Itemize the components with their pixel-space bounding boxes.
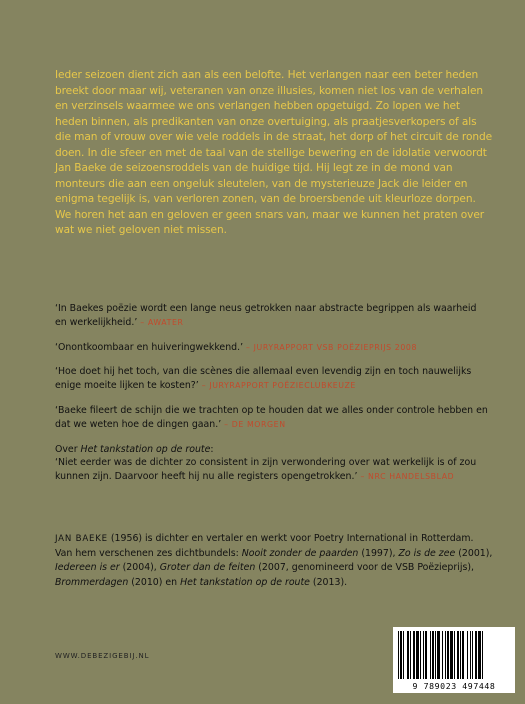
blurb-line: doen. In die sfeer en met de taal van de stellige bewering en de idolatie verwoordt [55, 146, 487, 159]
bio-text: (2004), [119, 562, 160, 574]
book-title: Brommerdagen [55, 576, 129, 588]
book-title: Het tankstation op de route [180, 576, 310, 588]
quote-text: ‘Hoe doet hij het toch, van die scènes die allemaal even levendig zijn en toch nauwelijks [55, 366, 472, 378]
bio-text: (2010) en [128, 576, 181, 588]
quote-jury-vsb [55, 341, 495, 355]
quote-jury-club [55, 365, 495, 393]
blurb-line: Ieder seizoen dient zich aan als een belofte. Het verlangen naar een beter heden [55, 69, 479, 81]
book-title: Iedereen is er [55, 562, 120, 574]
quote-de-morgen [55, 404, 495, 432]
bio-text: (2007, genomineerd voor de VSB Poëzieprijs), [255, 562, 474, 574]
blurb-line: Jan Baeke de seizoensroddels van de huidige tijd. Hij legt ze in de mond van [55, 162, 453, 174]
quote-text: ‘Onontkoombaar en huiveringwekkend.’ [55, 341, 244, 353]
book-title: Zo is de zee [398, 547, 456, 559]
author-bio [55, 532, 495, 590]
over-prefix: Over [55, 443, 81, 455]
blurb-line: wat we niet geloven niet missen. [55, 224, 227, 236]
quote-source: – AWATER [140, 317, 184, 327]
over-suffix: : [210, 443, 214, 455]
quote-text: en werkelijkheid.’ [55, 316, 138, 328]
bio-text: Van hem verschenen zes dichtbundels: [55, 547, 242, 559]
blurb-line: enigma tegelijk is, van verloren zonen, van de broersbende uit kleurloze dorpen. [55, 193, 476, 205]
author-name: JAN BAEKE [55, 534, 108, 544]
quote-source: – NRC HANDELSBLAD [360, 472, 455, 482]
blurb-line: monteurs die aan een ongeluk sleutelen, van de mysterieuze Jack die leider en [55, 177, 468, 190]
blurb-line: die man of vrouw over wie vele roddels in de straat, het dorp of het circuit de ronde [55, 131, 492, 143]
publisher-url: WWW.DEBEZIGEBIJ.NL [55, 652, 150, 660]
blurb-line: breekt door maar wij, veteranen van onze illusies, komen niet los van de verhalen [55, 84, 483, 97]
quote-text: ‘In Baekes poëzie wordt een lange neus getrokken naar abstracte begrippen als waarheid [55, 303, 477, 314]
book-title: Nooit zonder de paarden [241, 547, 359, 559]
over-title: Het tankstation op de route [80, 443, 211, 455]
isbn-number: 9 789023 497448 [412, 681, 496, 691]
blurb-line: heden binnen, als predikanten van onze overtuiging, als praatjesverkopers of als [55, 115, 477, 128]
quote-source: – JURYRAPPORT POËZIECLUBKEUZE [201, 381, 356, 391]
book-title: Groter dan de feiten [159, 562, 256, 574]
bio-text: (1956) is dichter en vertaler en werkt voor Poetry International in Rotterdam. [107, 533, 474, 544]
barcode-bars [398, 631, 510, 679]
press-quotes [55, 302, 495, 484]
blurb-line: en verzinsels waarmee we ons verlangen hebben opgetuigd. Zo lopen we het [55, 100, 460, 112]
quote-text: kunnen zijn. Daarvoor heeft hij nu alle registers opengetrokken.’ [55, 471, 358, 483]
quote-nrc [55, 443, 495, 484]
blurb-text [55, 68, 492, 239]
quote-text: ‘Baeke fileert de schijn die we trachten op te houden dat we alles onder controle hebben en [55, 404, 488, 416]
quote-text: dat we weten hoe de dingen gaan.’ [55, 418, 222, 430]
bio-text: (1997), [358, 547, 399, 559]
bio-text: (2001), [455, 547, 493, 559]
bio-text: (2013). [309, 576, 348, 588]
quote-text: enige moeite lijken te kosten?’ [55, 380, 199, 392]
quote-source: – JURYRAPPORT VSB POËZIEPRIJS 2008 [246, 342, 418, 352]
quote-source: – DE MORGEN [224, 419, 286, 429]
quote-awater [55, 302, 495, 330]
quote-text: ‘Niet eerder was de dichter zo consistent in zijn verwondering over wat werkelijk is of zou [55, 457, 477, 469]
isbn-barcode [393, 627, 515, 693]
blurb-line: We horen het aan en geloven er geen snars van, maar we kunnen het praten over [55, 208, 484, 221]
